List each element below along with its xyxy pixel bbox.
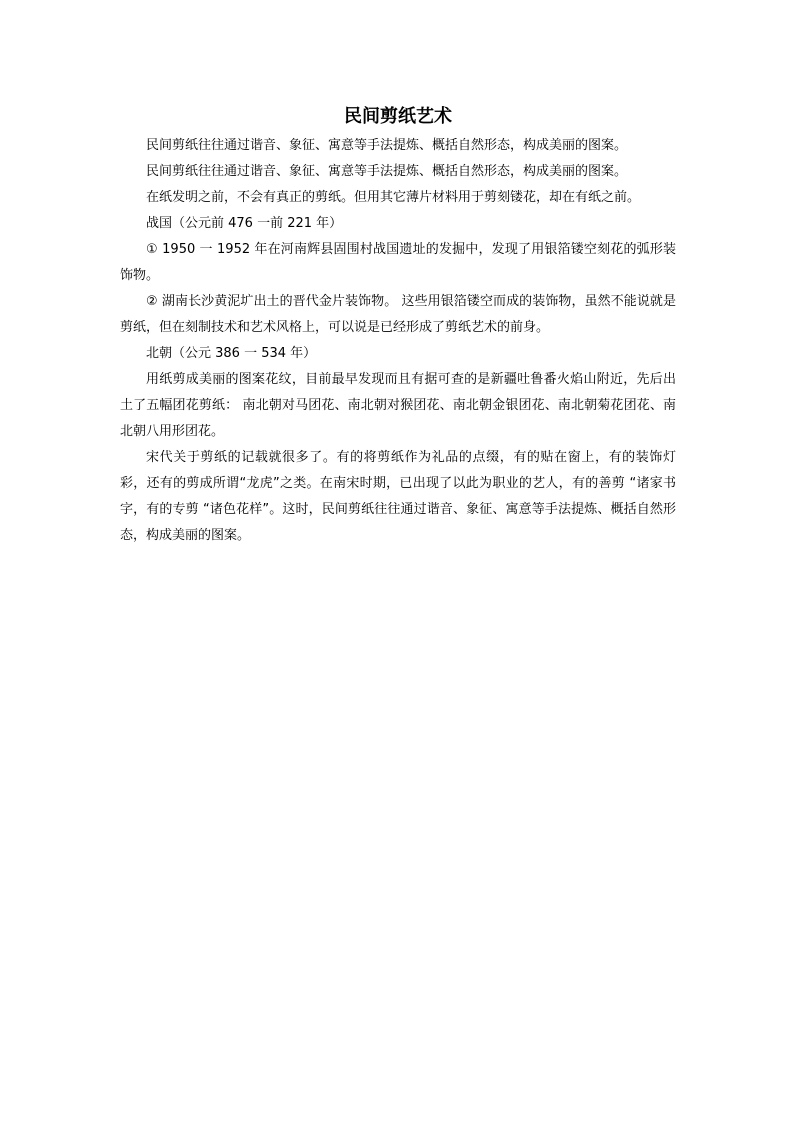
paragraph-intro-2: 民间剪纸往往通过谐音、象征、寓意等手法提炼、概括自然形态，构成美丽的图案。	[146, 164, 628, 179]
paragraph-before-paper: 在纸发明之前，不会有真正的剪纸。但用其它薄片材料用于剪刻镂花，却在有纸之前。	[146, 190, 641, 205]
paragraph-item-1: ① 1950 一 1952 年在河南辉县固围村战国遗址的发掘中，发现了用银箔镂空刻花的弧形装饰物。	[120, 242, 676, 283]
section-heading-warring-states: 战国（公元前 476 一前 221 年）	[146, 216, 343, 231]
document-body	[120, 103, 676, 549]
section-heading-northern-dynasties: 北朝（公元 386 一 534 年）	[146, 346, 317, 361]
paragraph-song-dynasty: 宋代关于剪纸的记载就很多了。有的将剪纸作为礼品的点缀，有的贴在窗上，有的装饰灯彩，还有的剪成所谓“龙虎”之类。在南宋时期，已出现了以此为职业的艺人，有的善剪 “诸家书字，有的专剪 “诸色花样”。这时，民间剪纸往往通过谐音、象征、寓意等手法提炼、概括自然形态，构成美丽的图案。	[120, 450, 676, 543]
paragraph-northern-dynasties: 用纸剪成美丽的图案花纹，目前最早发现而且有据可查的是新疆吐鲁番火焰山附近，先后出土了五幅团花剪纸： 南北朝对马团花、南北朝对猴团花、南北朝金银团花、南北朝菊花团花、南北朝八用形团花。	[120, 372, 676, 439]
paragraph-item-2: ② 湖南长沙黄泥圹出土的晋代金片装饰物。 这些用银箔镂空而成的装饰物，虽然不能说就是剪纸，但在刻制技术和艺术风格上，可以说是已经形成了剪纸艺术的前身。	[120, 294, 676, 335]
paragraph-intro-1: 民间剪纸往往通过谐音、象征、寓意等手法提炼、概括自然形态，构成美丽的图案。	[146, 138, 628, 153]
document-title: 民间剪纸艺术	[344, 106, 452, 127]
